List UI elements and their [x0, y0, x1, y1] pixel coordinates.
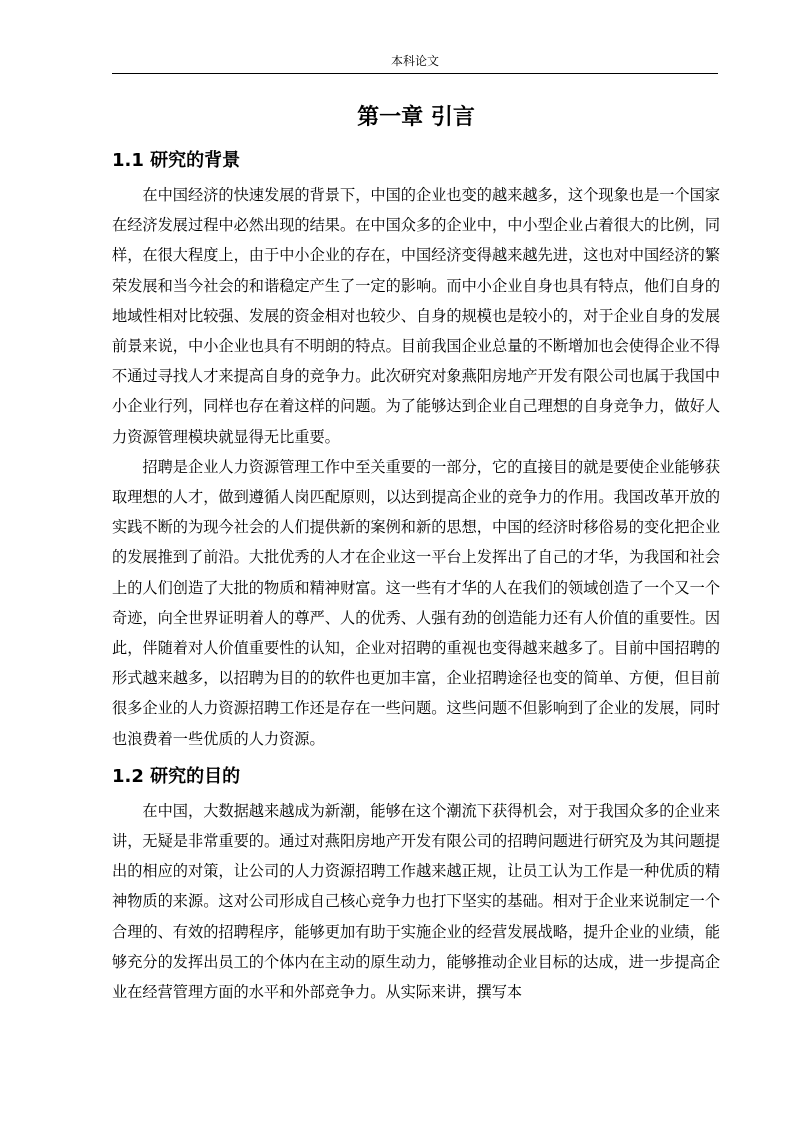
page-body	[112, 98, 720, 1007]
paragraph: 在中国，大数据越来越成为新潮，能够在这个潮流下获得机会，对于我国众多的企业来讲，无疑是非常重要的。通过对燕阳房地产开发有限公司的招聘问题进行研究及为其问题提出的相应的对策，让公司的人力资源招聘工作越来越正规，让员工认为工作是一种优质的精神物质的来源。这对公司形成自己核心竞争力也打下坚实的基础。相对于企业来说制定一个合理的、有效的招聘程序，能够更加有助于实施企业的经营发展战略，提升企业的业绩，能够充分的发挥出员工的个体内在主动的原生动力，能够推动企业目标的达成，进一步提高企业在经营管理方面的水平和外部竞争力。从实际来讲，撰写本	[112, 801, 720, 1002]
section-heading-purpose: 1.2 研究的目的	[112, 765, 241, 787]
header-rule	[112, 73, 718, 74]
page-header: 本科论文	[390, 54, 439, 68]
section-heading-background: 1.1 研究的背景	[112, 150, 241, 171]
paragraph: 招聘是企业人力资源管理工作中至关重要的一部分，它的直接目的就是要使企业能够获取理想的人才，做到遵循人岗匹配原则，以达到提高企业的竞争力的作用。我国改革开放的实践不断的为现今社会的人们提供新的案例和新的思想，中国的经济时移俗易的变化把企业的发展推到了前沿。大批优秀的人才在企业这一平台上发挥出了自己的才华，为我国和社会上的人们创造了大批的物质和精神财富。这一些有才华的人在我们的领域创造了一个又一个奇迹，向全世界证明着人的尊严、人的优秀、人强有劲的创造能力还有人价值的重要性。因此，伴随着对人价值重要性的认知，企业对招聘的重视也变得越来越多了。目前中国招聘的形式越来越多，以招聘为目的的软件也更加丰富，企业招聘途径也变的简单、方便，但目前很多企业的人力资源招聘工作还是存在一些问题。这些问题不但影响到了企业的发展，同时也浪费着一些优质的人力资源。	[112, 457, 720, 748]
paragraph: 在中国经济的快速发展的背景下，中国的企业也变的越来越多，这个现象也是一个国家在经济发展过程中必然出现的结果。在中国众多的企业中，中小型企业占着很大的比例，同样，在很大程度上，由于中小企业的存在，中国经济变得越来越先进，这也对中国经济的繁荣发展和当今社会的和谐稳定产生了一定的影响。而中小企业自身也具有特点，他们自身的地域性相对比较强、发展的资金相对也较少、自身的规模也是较小的，对于企业自身的发展前景来说，中小企业也具有不明朗的特点。目前我国企业总量的不断增加也会使得企业不得不通过寻找人才来提高自身的竞争力。此次研究对象燕阳房地产开发有限公司也属于我国中小企业行列，同样也存在着这样的问题。为了能够达到企业自己理想的自身竞争力，做好人力资源管理模块就显得无比重要。	[112, 186, 720, 446]
chapter-title: 第一章 引言	[357, 105, 475, 130]
